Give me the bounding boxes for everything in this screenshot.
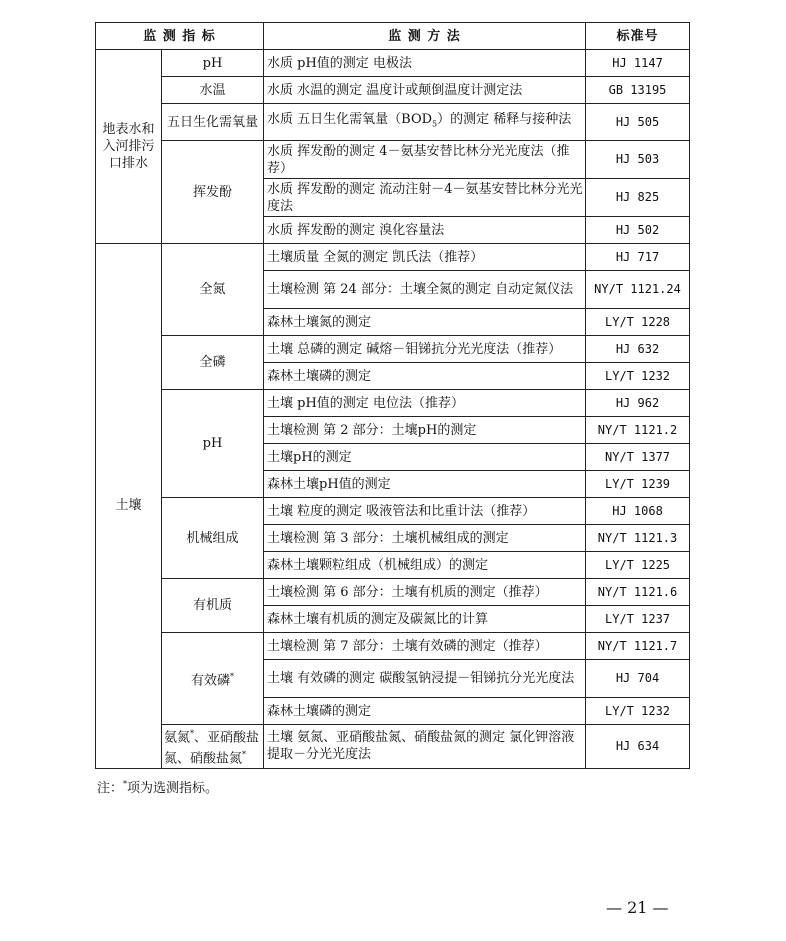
footnote-text: 项为选测指标。	[127, 781, 219, 796]
standard-cell: HJ 1068	[586, 498, 690, 525]
method-cell: 土壤 有效磷的测定 碳酸氢钠浸提－钼锑抗分光光度法	[264, 660, 586, 698]
standard-cell: HJ 825	[586, 179, 690, 217]
standard-cell: NY/T 1121.6	[586, 579, 690, 606]
method-cell: 森林土壤pH值的测定	[264, 471, 586, 498]
indicator-cell: 有机质	[162, 579, 264, 633]
standard-cell: HJ 505	[586, 104, 690, 141]
standard-cell: LY/T 1232	[586, 363, 690, 390]
indicator-text: 、硝酸盐氮	[177, 751, 243, 767]
method-cell: 土壤 pH值的测定 电位法（推荐）	[264, 390, 586, 417]
indicator-cell: 全氮	[162, 244, 264, 336]
footnote	[97, 777, 218, 796]
category-water: 地表水和入河排污口排水	[96, 50, 162, 244]
indicator-cell: 水温	[162, 77, 264, 104]
method-cell: 森林土壤有机质的测定及碳氮比的计算	[264, 606, 586, 633]
footnote-marker: *	[190, 729, 195, 738]
table-row	[96, 104, 690, 141]
method-cell: 水质 挥发酚的测定 溴化容量法	[264, 217, 586, 244]
table-row	[96, 390, 690, 417]
standards-table	[95, 22, 690, 769]
indicator-cell: 挥发酚	[162, 141, 264, 244]
standard-cell: HJ 634	[586, 725, 690, 769]
indicator-text: 有效磷	[191, 673, 231, 689]
standard-cell: LY/T 1237	[586, 606, 690, 633]
method-cell: 土壤检测 第 7 部分：土壤有效磷的测定（推荐）	[264, 633, 586, 660]
method-text: 水质 五日生化需氧量（BOD	[267, 112, 433, 128]
table-row	[96, 77, 690, 104]
method-cell: 水质 挥发酚的测定 4－氨基安替比林分光光度法（推荐）	[264, 141, 586, 179]
method-cell: 森林土壤磷的测定	[264, 698, 586, 725]
standard-cell: NY/T 1121.2	[586, 417, 690, 444]
standard-cell: HJ 704	[586, 660, 690, 698]
method-cell: 土壤 粒度的测定 吸液管法和比重计法（推荐）	[264, 498, 586, 525]
table-row	[96, 244, 690, 271]
indicator-cell: 五日生化需氧量	[162, 104, 264, 141]
table-header-row	[96, 23, 690, 50]
table-row	[96, 579, 690, 606]
method-cell: 土壤检测 第 2 部分：土壤pH的测定	[264, 417, 586, 444]
method-cell: 水质 挥发酚的测定 流动注射－4－氨基安替比林分光光度法	[264, 179, 586, 217]
standard-cell: NY/T 1377	[586, 444, 690, 471]
method-cell: 森林土壤氮的测定	[264, 309, 586, 336]
method-cell: 森林土壤颗粒组成（机械组成）的测定	[264, 552, 586, 579]
table-row	[96, 50, 690, 77]
standard-cell: LY/T 1228	[586, 309, 690, 336]
header-indicator: 监 测 指 标	[96, 23, 264, 50]
indicator-text: 氨氮	[164, 730, 191, 746]
category-soil: 土壤	[96, 244, 162, 769]
standard-cell: LY/T 1232	[586, 698, 690, 725]
standard-cell: NY/T 1121.24	[586, 271, 690, 309]
indicator-cell: pH	[162, 50, 264, 77]
standard-cell: NY/T 1121.3	[586, 525, 690, 552]
indicator-text: 、亚硝酸盐氮	[164, 730, 260, 767]
standard-cell: HJ 502	[586, 217, 690, 244]
method-cell: 土壤质量 全氮的测定 凯氏法（推荐）	[264, 244, 586, 271]
header-standard: 标准号	[586, 23, 690, 50]
page-number: — 21 —	[606, 898, 669, 917]
method-cell: 水质 pH值的测定 电极法	[264, 50, 586, 77]
footnote-marker: *	[242, 750, 247, 760]
footnote-marker: *	[123, 779, 128, 789]
method-cell: 水质 水温的测定 温度计或颠倒温度计测定法	[264, 77, 586, 104]
indicator-cell	[162, 725, 264, 769]
indicator-cell	[162, 633, 264, 725]
standard-cell: HJ 962	[586, 390, 690, 417]
table-row	[96, 141, 690, 179]
table-row	[96, 498, 690, 525]
method-cell: 土壤 氨氮、亚硝酸盐氮、硝酸盐氮的测定 氯化钾溶液提取－分光光度法	[264, 725, 586, 769]
method-cell: 土壤 总磷的测定 碱熔－钼锑抗分光光度法（推荐）	[264, 336, 586, 363]
header-method: 监 测 方 法	[264, 23, 586, 50]
table-row	[96, 336, 690, 363]
method-cell: 土壤检测 第 24 部分：土壤全氮的测定 自动定氮仪法	[264, 271, 586, 309]
indicator-cell: 机械组成	[162, 498, 264, 579]
standard-cell: NY/T 1121.7	[586, 633, 690, 660]
standard-cell: HJ 1147	[586, 50, 690, 77]
indicator-cell: pH	[162, 390, 264, 498]
table-row	[96, 725, 690, 769]
standard-cell: LY/T 1239	[586, 471, 690, 498]
table-row	[96, 633, 690, 660]
method-cell: 土壤检测 第 6 部分：土壤有机质的测定（推荐）	[264, 579, 586, 606]
footnote-prefix: 注：	[97, 781, 124, 796]
subscript: 5	[432, 119, 438, 129]
standard-cell: GB 13195	[586, 77, 690, 104]
method-cell: 土壤pH的测定	[264, 444, 586, 471]
method-cell: 土壤检测 第 3 部分：土壤机械组成的测定	[264, 525, 586, 552]
method-cell	[264, 104, 586, 141]
standard-cell: HJ 503	[586, 141, 690, 179]
standard-cell: HJ 632	[586, 336, 690, 363]
method-cell: 森林土壤磷的测定	[264, 363, 586, 390]
standard-cell: HJ 717	[586, 244, 690, 271]
indicator-cell: 全磷	[162, 336, 264, 390]
method-text: ）的测定 稀释与接种法	[437, 112, 572, 128]
standard-cell: LY/T 1225	[586, 552, 690, 579]
footnote-marker: *	[230, 671, 235, 681]
